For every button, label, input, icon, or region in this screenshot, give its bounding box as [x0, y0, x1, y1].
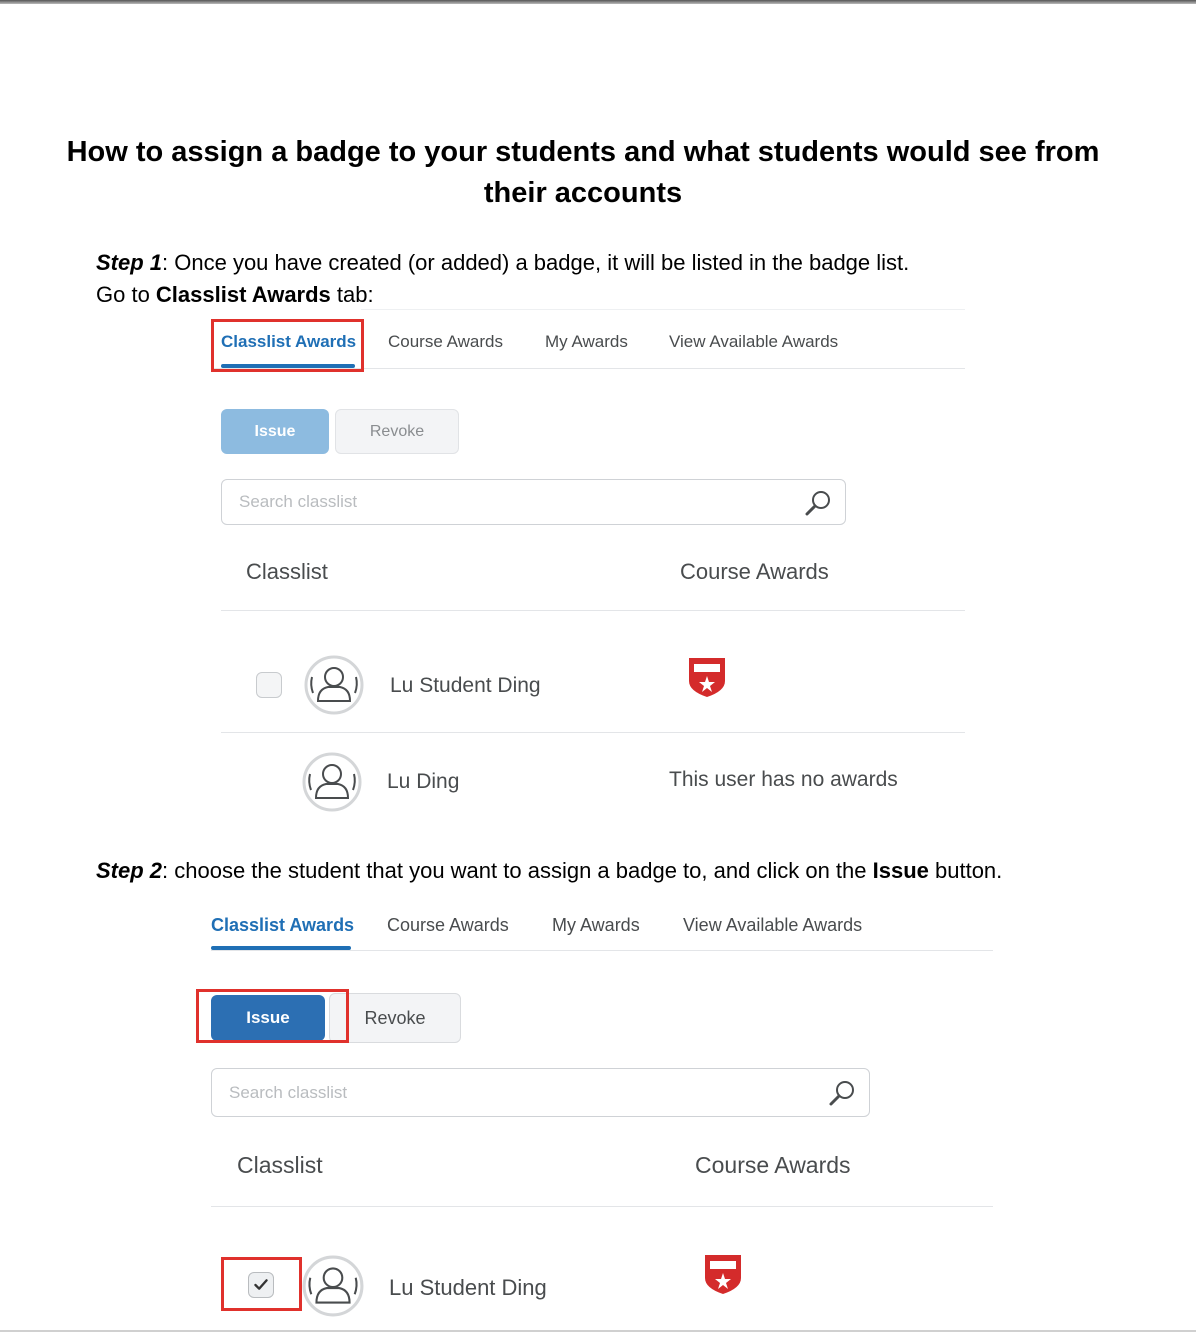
step-1-goto: Go to [96, 282, 156, 307]
search-icon[interactable] [827, 1078, 857, 1108]
tab-course-awards[interactable]: Course Awards [387, 915, 509, 935]
column-course-awards: Course Awards [680, 559, 829, 584]
top-edge [0, 0, 1196, 4]
step-2-line [96, 855, 1002, 887]
issue-button[interactable]: Issue [211, 995, 325, 1041]
header-divider [211, 1206, 993, 1207]
search-box[interactable] [211, 1068, 870, 1117]
tab-classlist-awards[interactable]: Classlist Awards [221, 332, 357, 351]
step-1-line-2 [96, 279, 374, 311]
row-1-checkbox[interactable] [256, 672, 282, 698]
issue-button[interactable]: Issue [221, 409, 329, 454]
step-1-label: Step 1 [96, 250, 163, 275]
tab-my-awards[interactable]: My Awards [552, 915, 640, 935]
tab-bar [211, 895, 993, 951]
user-avatar-icon [302, 752, 362, 812]
header-divider [221, 610, 965, 611]
step-2-issue-word: Issue [872, 858, 929, 883]
row-2-name[interactable]: Lu Ding [387, 770, 460, 793]
badge-icon[interactable] [701, 1252, 745, 1296]
step-2-label: Step 2 [96, 858, 163, 883]
step-2-text: : choose the student that you want to assign a badge to, and click on the [162, 858, 873, 883]
search-input[interactable]: Search classlist [239, 492, 358, 511]
screenshot-2 [196, 895, 993, 1330]
tab-classlist-awards[interactable]: Classlist Awards [211, 915, 355, 935]
tab-view-available-awards[interactable]: View Available Awards [669, 332, 839, 351]
step-1-tab-suffix: tab: [330, 282, 374, 307]
user-avatar-icon [302, 1255, 364, 1317]
revoke-button[interactable]: Revoke [329, 993, 461, 1043]
row-2-no-awards: This user has no awards [669, 768, 898, 791]
screenshot-1 [211, 310, 965, 820]
column-classlist: Classlist [246, 559, 328, 584]
highlight-box [211, 319, 364, 372]
tab-course-awards[interactable]: Course Awards [388, 332, 503, 351]
row-1-name[interactable]: Lu Student Ding [390, 674, 541, 697]
highlight-box [221, 1257, 302, 1311]
row-divider [221, 732, 965, 733]
bottom-edge [0, 1330, 1196, 1332]
revoke-button[interactable]: Revoke [335, 409, 459, 454]
search-input[interactable]: Search classlist [229, 1083, 348, 1102]
badge-icon[interactable] [685, 655, 729, 699]
user-avatar-icon [304, 655, 364, 715]
tab-my-awards[interactable]: My Awards [545, 332, 628, 351]
step-1-text: : Once you have created (or added) a badge, it will be listed in the badge list. [162, 250, 910, 275]
column-course-awards: Course Awards [695, 1152, 851, 1178]
search-icon[interactable] [803, 488, 833, 518]
column-classlist: Classlist [237, 1152, 323, 1178]
active-tab-indicator [211, 946, 351, 950]
highlight-box [196, 989, 349, 1043]
tab-view-available-awards[interactable]: View Available Awards [683, 915, 863, 935]
page-title: How to assign a badge to your students and what students would see from their accounts [66, 136, 1100, 209]
step-1-line-1 [96, 247, 909, 279]
row-1-name[interactable]: Lu Student Ding [389, 1275, 547, 1300]
step-2-suffix: button. [928, 858, 1003, 883]
step-1-tab-name: Classlist Awards [155, 282, 331, 307]
search-box[interactable] [221, 479, 846, 525]
